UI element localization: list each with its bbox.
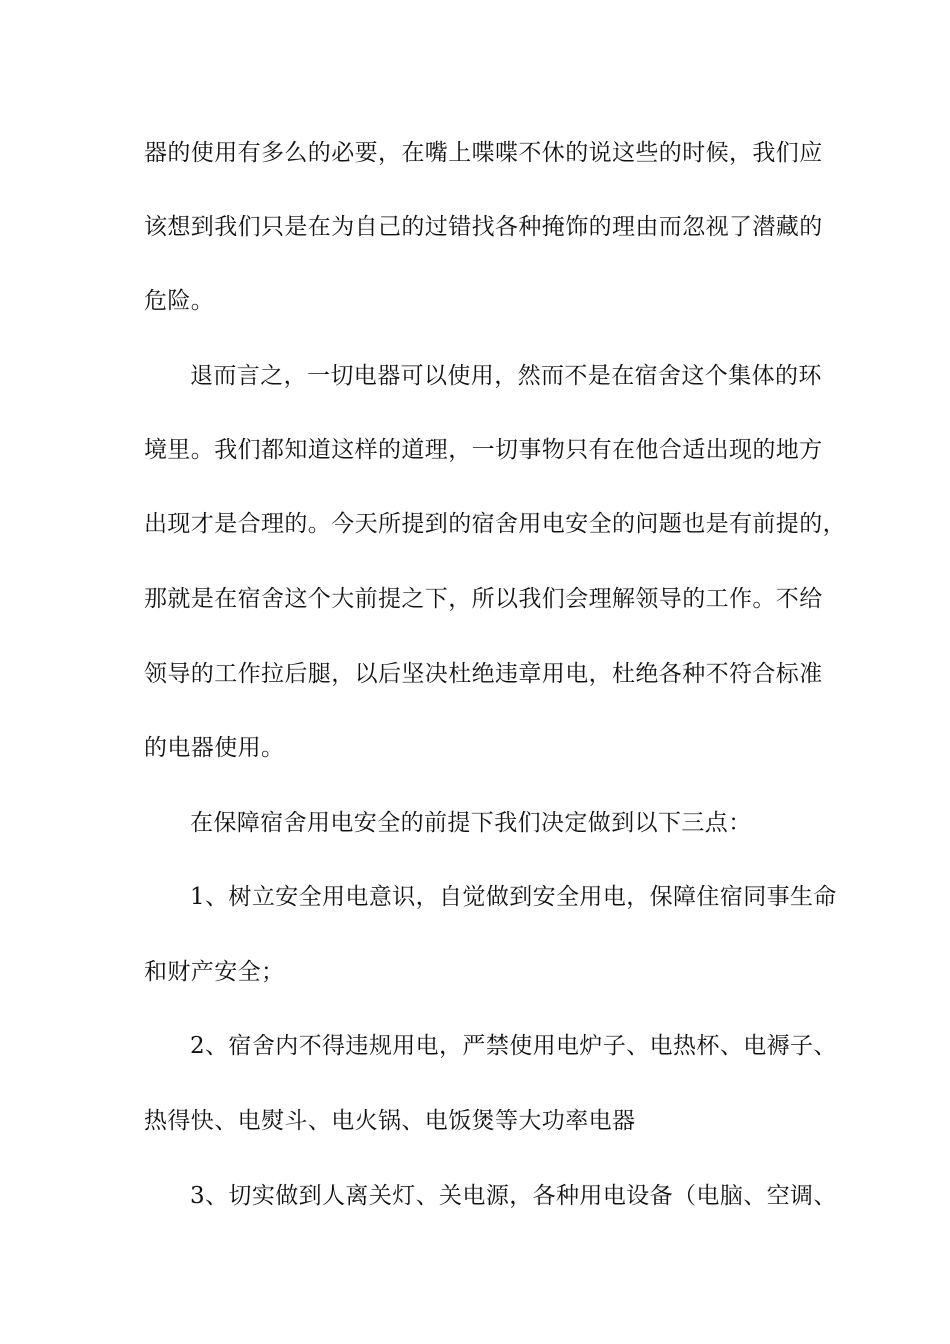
text-line: 退而言之，一切电器可以使用，然而不是在宿舍这个集体的环 <box>190 363 822 389</box>
text-line: 危险。 <box>144 288 215 314</box>
text-line: 3、切实做到人离关灯、关电源，各种用电设备（电脑、空调、 <box>190 1183 837 1209</box>
text-line: 2、宿舍内不得违规用电，严禁使用电炉子、电热杯、电褥子、 <box>190 1033 837 1059</box>
text-line: 热得快、电熨斗、电火锅、电饭煲等大功率电器 <box>144 1108 636 1134</box>
text-line: 1、树立安全用电意识，自觉做到安全用电，保障住宿同事生命 <box>190 884 837 910</box>
text-line: 出现才是合理的。今天所提到的宿舍用电安全的问题也是有前提的， <box>144 511 846 537</box>
text-line: 领导的工作拉后腿，以后坚决杜绝违章用电，杜绝各种不符合标准 <box>144 661 823 687</box>
text-line: 境里。我们都知道这样的道理，一切事物只有在他合适出现的地方 <box>144 437 823 463</box>
text-line: 器的使用有多么的必要，在嘴上喋喋不休的说这些的时候，我们应 <box>144 140 823 166</box>
text-line: 该想到我们只是在为自己的过错找各种掩饰的理由而忽视了潜藏的 <box>144 214 823 240</box>
text-line: 的电器使用。 <box>144 735 285 761</box>
text-line: 和财产安全； <box>144 959 285 985</box>
text-line: 在保障宿舍用电安全的前提下我们决定做到以下三点： <box>190 810 752 836</box>
text-line: 那就是在宿舍这个大前提之下，所以我们会理解领导的工作。不给 <box>144 586 823 612</box>
